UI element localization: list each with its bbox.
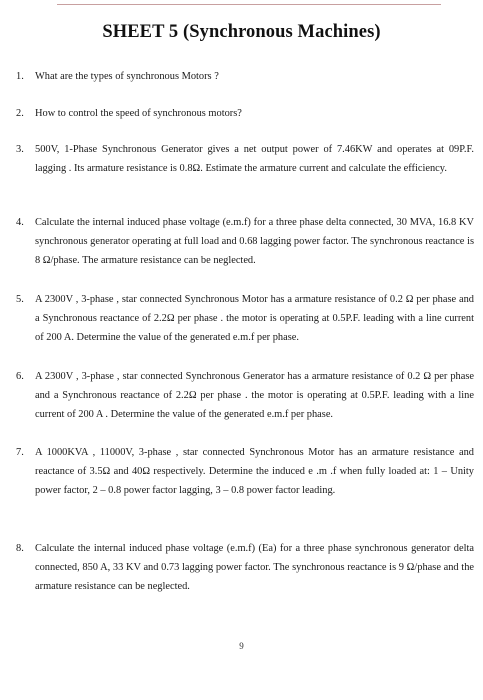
top-rule	[57, 4, 441, 5]
question-8	[16, 539, 474, 596]
question-3	[16, 140, 474, 178]
question-text: Calculate the internal induced phase voltage (e.m.f) (Ea) for a three phase synchronous generator delta connected, 850 A, 33 KV and 0.73 lagging power factor. The synchronous reactance is 9 Ω/phase and the armature resistance can be neglected.	[35, 543, 474, 592]
page-title: SHEET 5 (Synchronous Machines)	[102, 22, 381, 42]
question-number: 7.	[16, 447, 24, 458]
question-7	[16, 443, 474, 500]
question-text: Calculate the internal induced phase voltage (e.m.f) for a three phase delta connected, 30 MVA, 16.8 KV synchronous generator operating at full load and 0.68 lagging power factor. The synchronous reactance is 8 Ω/phase. The armature resistance can be neglected.	[35, 217, 474, 266]
question-number: 1.	[16, 71, 24, 82]
question-number: 8.	[16, 543, 24, 554]
question-5	[16, 290, 474, 347]
question-text: A 2300V , 3-phase , star connected Synchronous Motor has a armature resistance of 0.2 Ω per phase and a Synchronous reactance of 2.2Ω per phase . the motor is operating at 0.5P.F. leading with a line current of 200 A. Determine the value of the generated e.m.f per phase.	[35, 294, 474, 343]
question-text: A 2300V , 3-phase , star connected Synchronous Generator has a armature resistance of 0.2 Ω per phase and a Synchronous reactance of 2.2Ω per phase . the motor is operating at 0.5P.F. leading with a line current of 200 A . Determine the value of the generated e.m.f per phase.	[35, 371, 474, 420]
question-text: 500V, 1-Phase Synchronous Generator gives a net output power of 7.46KW and operates at 09P.F. lagging . Its armature resistance is 0.8Ω. Estimate the armature current and calculate the efficiency.	[35, 144, 474, 174]
question-text: How to control the speed of synchronous motors?	[35, 108, 242, 119]
question-number: 6.	[16, 371, 24, 382]
question-number: 4.	[16, 217, 24, 228]
question-1	[16, 67, 474, 86]
question-4	[16, 213, 474, 270]
question-number: 5.	[16, 294, 24, 305]
page-number: 9	[239, 641, 244, 651]
question-6	[16, 367, 474, 424]
question-number: 3.	[16, 144, 24, 155]
question-number: 2.	[16, 108, 24, 119]
question-text: What are the types of synchronous Motors ?	[35, 71, 219, 82]
question-2	[16, 104, 474, 123]
question-text: A 1000KVA , 11000V, 3-phase , star connected Synchronous Motor has an armature resistance and reactance of 3.5Ω and 40Ω respectively. Determine the induced e .m .f when fully loaded at: 1 – Unity power factor, 2 – 0.8 power factor lagging, 3 – 0.8 power factor leading.	[35, 447, 474, 496]
